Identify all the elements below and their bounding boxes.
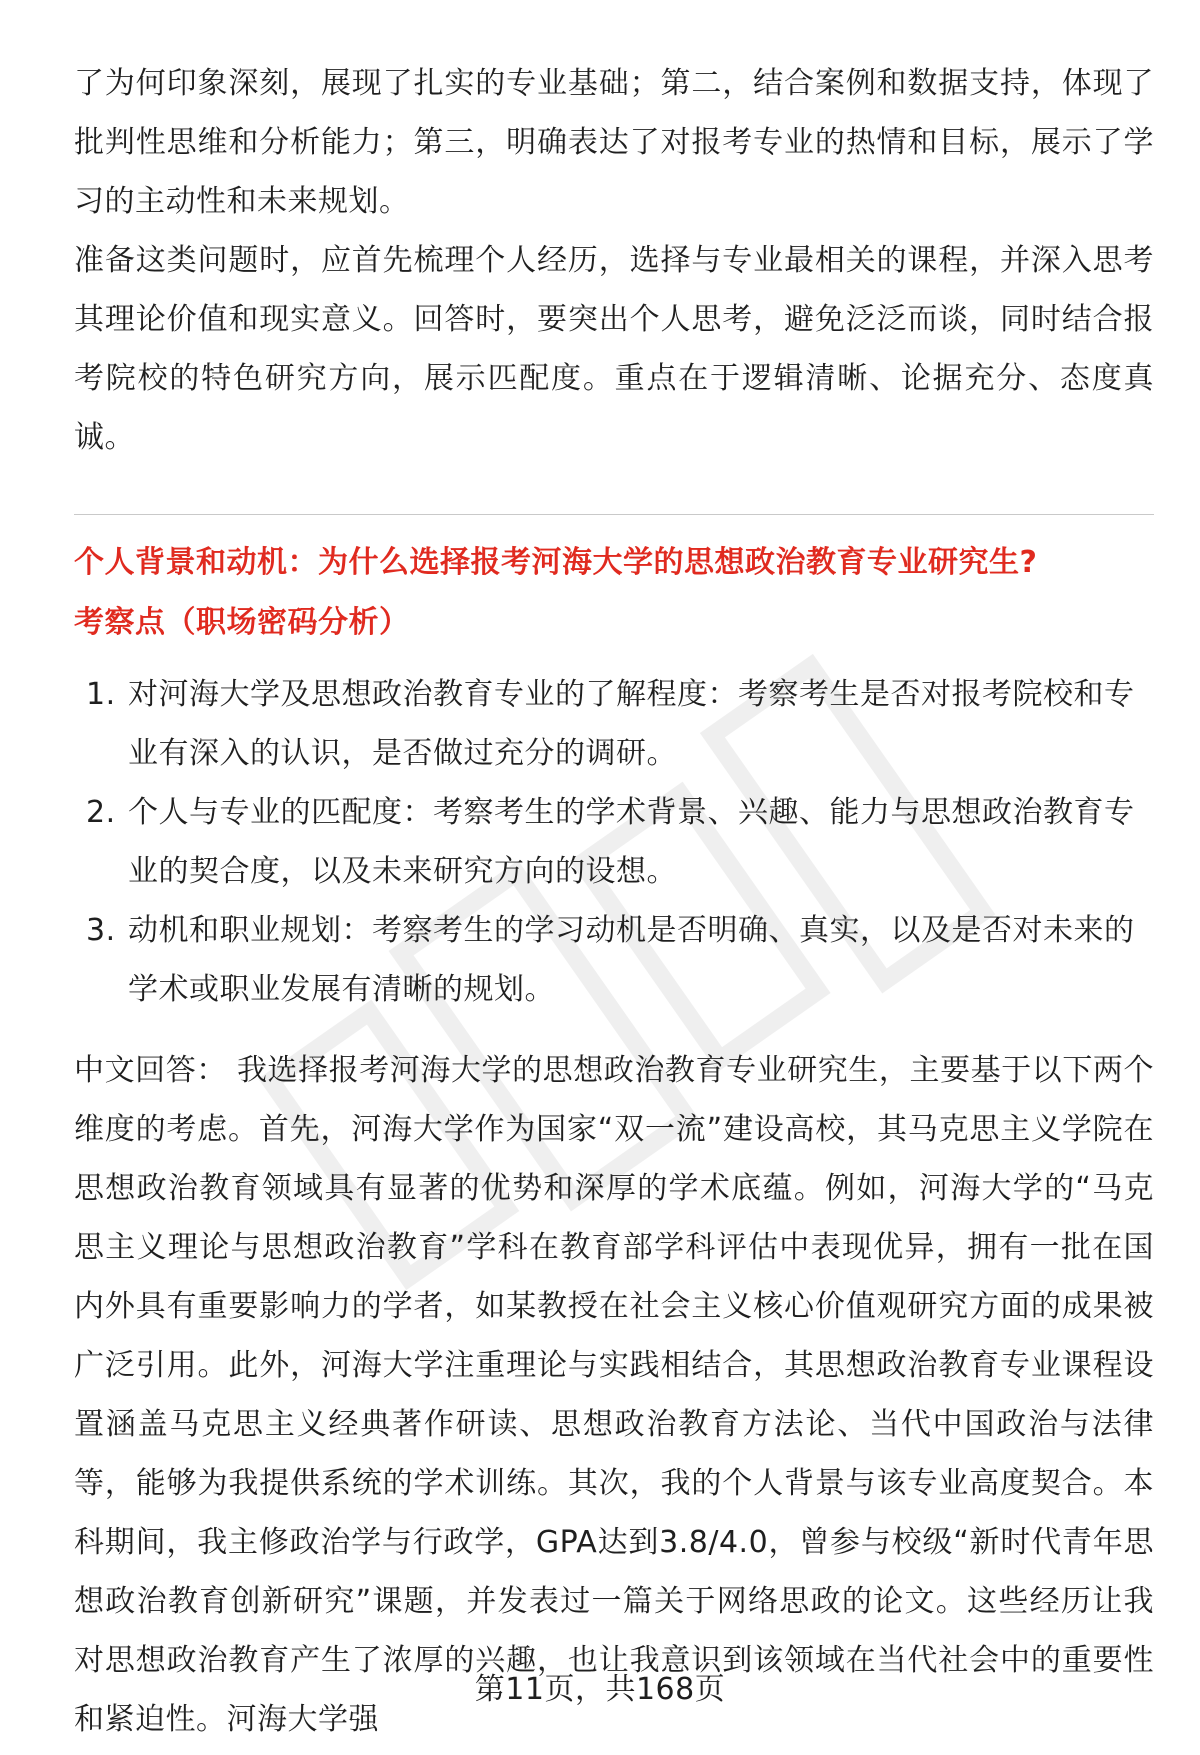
list-item-number: 1. bbox=[86, 677, 116, 712]
page-content bbox=[74, 54, 1154, 1749]
list-item bbox=[74, 783, 1154, 901]
points-list bbox=[74, 665, 1154, 1019]
list-item-text: 个人与专业的匹配度：考察考生的学术背景、兴趣、能力与思想政治教育专业的契合度，以及未来研究方向的设想。 bbox=[128, 795, 1135, 889]
page-number: 第11页，共168页 bbox=[474, 1672, 726, 1707]
list-item-text: 对河海大学及思想政治教育专业的了解程度：考察考生是否对报考院校和专业有深入的认识，是否做过充分的调研。 bbox=[128, 677, 1135, 771]
list-item bbox=[74, 665, 1154, 783]
list-item-number: 3. bbox=[86, 913, 116, 948]
points-heading: 考察点（职场密码分析） bbox=[74, 605, 410, 640]
section-divider bbox=[74, 514, 1154, 515]
list-item bbox=[74, 901, 1154, 1019]
answer-paragraph: 中文回答： 我选择报考河海大学的思想政治教育专业研究生，主要基于以下两个维度的考虑。首先，河海大学作为国家“双一流”建设高校，其马克思主义学院在思想政治教育领域具有显著的优势和深厚的学术底蕴。例如，河海大学的“马克思主义理论与思想政治教育”学科在教育部学科评估中表现优异，拥有一批在国内外具有重要影响力的学者，如某教授在社会主义核心价值观研究方面的成果被广泛引用。此外，河海大学注重理论与实践相结合，其思想政治教育专业课程设置涵盖马克思主义经典著作研读、思想政治教育方法论、当代中国政治与法律等，能够为我提供系统的学术训练。其次，我的个人背景与该专业高度契合。本科期间，我主修政治学与行政学，GPA达到3.8/4.0，曾参与校级“新时代青年思想政治教育创新研究”课题，并发表过一篇关于网络思政的论文。这些经历让我对思想政治教育产生了浓厚的兴趣，也让我意识到该领域在当代社会中的重要性和紧迫性。河海大学强 bbox=[74, 1053, 1154, 1737]
intro-paragraph: 了为何印象深刻，展现了扎实的专业基础；第二，结合案例和数据支持，体现了批判性思维和分析能力；第三，明确表达了对报考专业的热情和目标，展示了学习的主动性和未来规划。 bbox=[74, 66, 1154, 219]
list-item-text: 动机和职业规划：考察考生的学习动机是否明确、真实，以及是否对未来的学术或职业发展有清晰的规划。 bbox=[128, 913, 1135, 1007]
list-item-number: 2. bbox=[86, 795, 116, 830]
intro-paragraph: 准备这类问题时，应首先梳理个人经历，选择与专业最相关的课程，并深入思考其理论价值和现实意义。回答时，要突出个人思考，避免泛泛而谈，同时结合报考院校的特色研究方向，展示匹配度。重点在于逻辑清晰、论据充分、态度真诚。 bbox=[74, 243, 1154, 455]
question-title: 个人背景和动机：为什么选择报考河海大学的思想政治教育专业研究生? bbox=[74, 545, 1038, 580]
